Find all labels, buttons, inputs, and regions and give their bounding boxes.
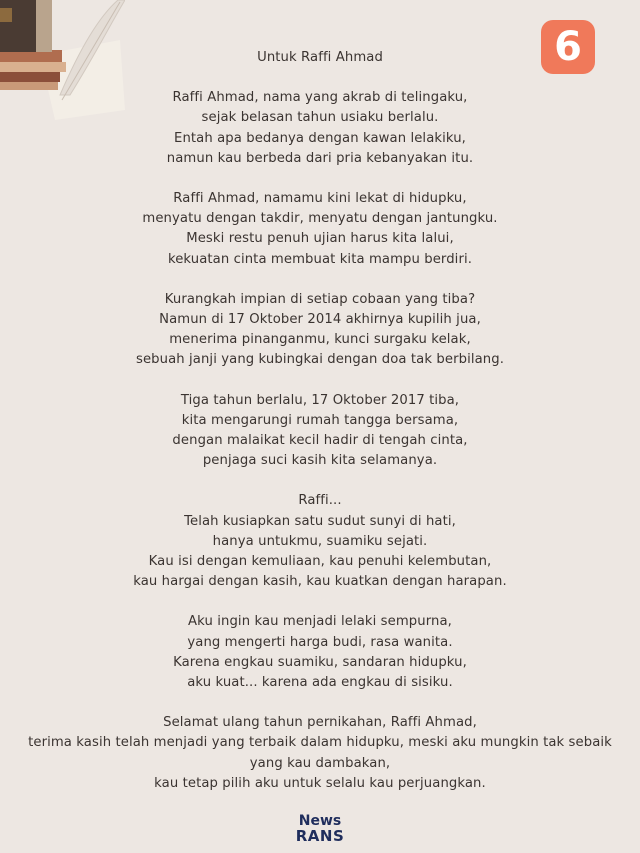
poem-line: Telah kusiapkan satu sudut sunyi di hati, — [184, 513, 456, 529]
stanza — [0, 189, 640, 270]
stanza — [0, 290, 640, 371]
stanza — [0, 391, 640, 472]
poem-line: yang mengerti harga budi, rasa wanita. — [187, 634, 453, 650]
stanza — [0, 612, 640, 693]
poem-line: Meski restu penuh ujian harus kita lalui, — [186, 231, 454, 247]
poem-line: kita mengarungi rumah tangga bersama, — [181, 412, 459, 428]
poem-line: kau hargai dengan kasih, kau kuatkan dengan harapan. — [133, 574, 507, 590]
newsrans-logo — [0, 814, 640, 844]
brand-rans-text: RANS — [295, 827, 345, 845]
poem-line: Kurangkah impian di setiap cobaan yang tiba? — [164, 291, 476, 307]
poem-line: namun kau berbeda dari pria kebanyakan itu. — [166, 150, 474, 166]
poem-title: Untuk Raffi Ahmad — [257, 50, 383, 65]
stanza — [0, 713, 640, 794]
poem-line: dengan malaikat kecil hadir di tengah cinta, — [172, 433, 468, 449]
poem-line: sejak belasan tahun usiaku berlalu. — [201, 110, 439, 126]
poem-line: menyatu dengan takdir, menyatu dengan jantungku. — [142, 211, 498, 227]
poem-line: kau tetap pilih aku untuk selalu kau perjuangkan. — [154, 775, 486, 791]
poem-line: Tiga tahun berlalu, 17 Oktober 2017 tiba, — [180, 392, 460, 408]
stanza — [0, 88, 640, 169]
poem-line: menerima pinanganmu, kunci surgaku kelak, — [169, 332, 471, 348]
poem-line: terima kasih telah menjadi yang terbaik dalam hidupku, meski aku mungkin tak sebaik yang kau dambakan, — [28, 735, 612, 771]
poem-line: Kau isi dengan kemuliaan, kau penuhi kelembutan, — [148, 554, 492, 570]
poem-line: Raffi... — [298, 493, 342, 509]
poem-line: Selamat ulang tahun pernikahan, Raffi Ahmad, — [163, 715, 477, 731]
poem-line: Entah apa bedanya dengan kawan lelakiku, — [174, 130, 466, 146]
poem-line: Aku ingin kau menjadi lelaki sempurna, — [188, 614, 452, 630]
poem-line: Karena engkau suamiku, sandaran hidupku, — [173, 654, 467, 670]
poem-line: Raffi Ahmad, nama yang akrab di telingaku, — [172, 90, 468, 106]
logo-badge-text: 6 — [554, 24, 582, 70]
poem-line: sebuah janji yang kubingkai dengan doa tak berbilang. — [135, 352, 504, 368]
poem — [0, 48, 640, 814]
poem-line: hanya untukmu, suamiku sejati. — [212, 533, 428, 549]
poem-line: Namun di 17 Oktober 2014 akhirnya kupilih jua, — [159, 312, 481, 328]
stanza — [0, 491, 640, 592]
brand-news-text: News — [298, 813, 342, 829]
poem-line: kekuatan cinta membuat kita mampu berdiri. — [167, 251, 473, 267]
poem-line: Raffi Ahmad, namamu kini lekat di hidupku, — [173, 191, 467, 207]
poem-line: aku kuat... karena ada engkau di sisiku. — [187, 675, 453, 691]
poem-line: penjaga suci kasih kita selamanya. — [202, 453, 438, 469]
